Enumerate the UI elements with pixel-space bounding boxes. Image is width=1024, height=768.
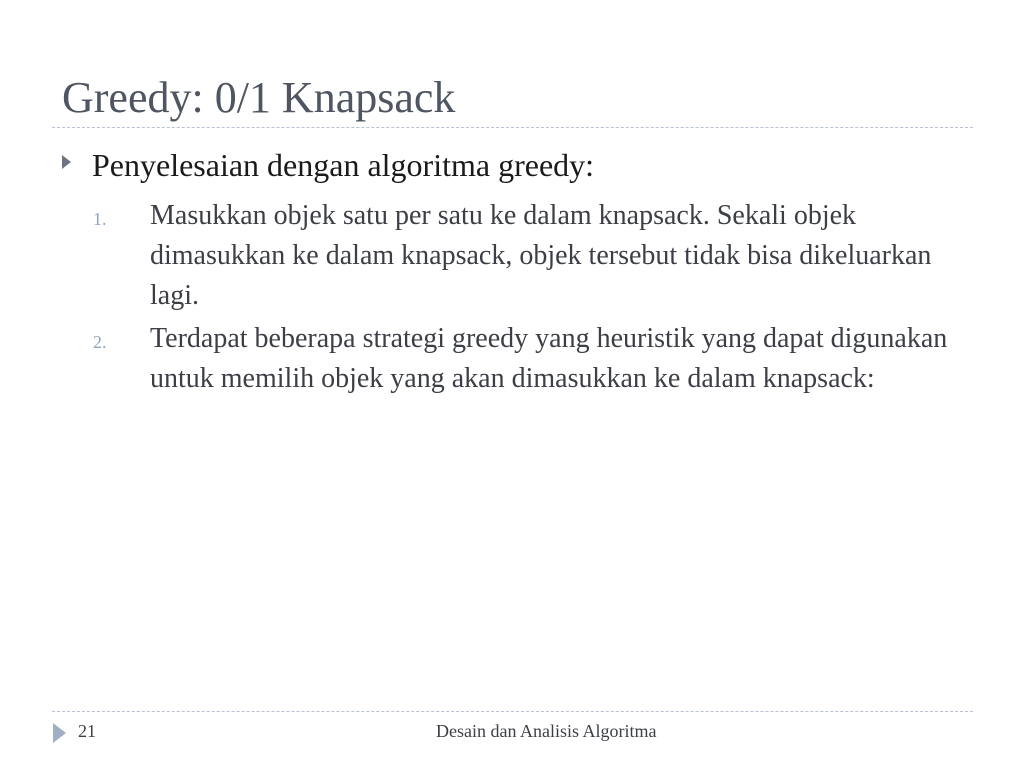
slide-number: 21 xyxy=(78,721,96,741)
footer-triangle-icon xyxy=(53,723,66,743)
footer-divider xyxy=(52,711,973,712)
main-bullet-text: Penyelesaian dengan algoritma greedy: xyxy=(92,147,595,183)
item-number: 2. xyxy=(93,332,107,352)
triangle-bullet-icon xyxy=(62,155,71,169)
footer-course-title: Desain dan Analisis Algoritma xyxy=(436,721,657,741)
item-number: 1. xyxy=(93,209,107,229)
title-divider xyxy=(52,127,973,128)
slide-title: Greedy: 0/1 Knapsack xyxy=(62,73,456,122)
item-text: Masukkan objek satu per satu ke dalam knapsack. Sekali objek dimasukkan ke dalam knapsack, objek tersebut tidak bisa dikeluarkan lagi. xyxy=(150,200,932,311)
item-text: Terdapat beberapa strategi greedy yang heuristik yang dapat digunakan untuk memilih objek yang akan dimasukkan ke dalam knapsack: xyxy=(150,323,948,394)
